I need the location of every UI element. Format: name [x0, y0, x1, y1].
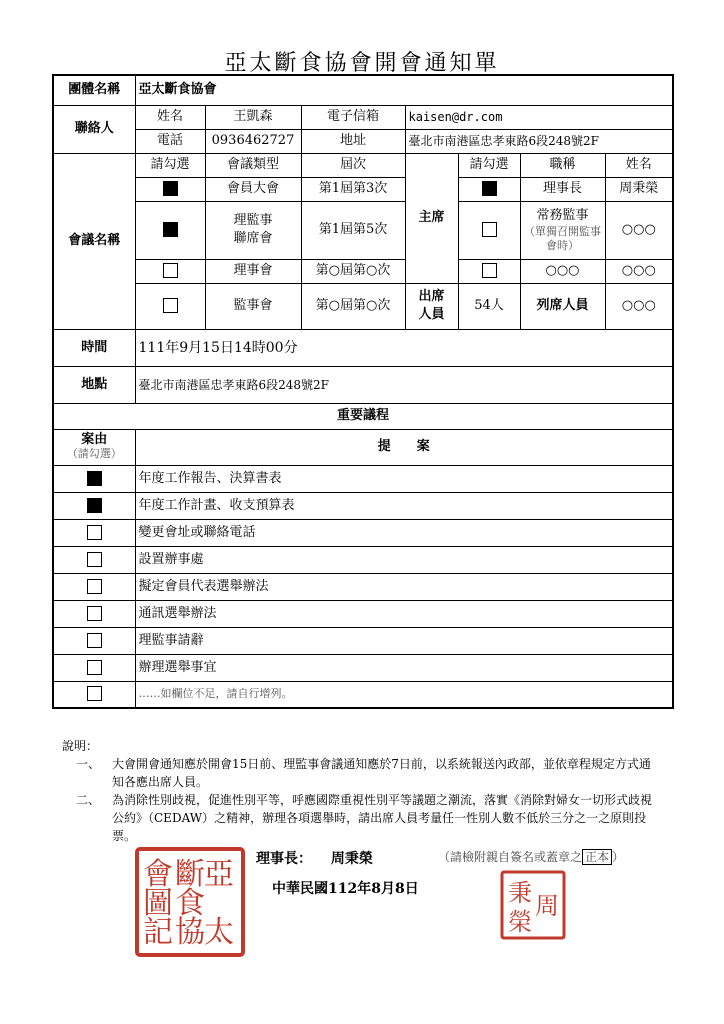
chair-name: 周秉榮	[605, 177, 673, 201]
seal-char: 榮	[508, 908, 532, 936]
agenda-item: 設置辦事處	[135, 546, 673, 573]
page-title: 亞太斷食協會開會通知單	[224, 51, 500, 76]
agenda-item: 理監事請辭	[135, 627, 673, 654]
contact-address-label: 地址	[301, 129, 405, 153]
chair-name: ○○○	[605, 201, 673, 259]
meeting-checkbox[interactable]	[163, 222, 178, 237]
proposal-header: 提 案	[135, 429, 673, 465]
agenda-checkbox[interactable]	[87, 686, 102, 701]
agenda-item: 變更會址或聯絡電話	[135, 519, 673, 546]
notice-date: 中華民國112年8月8日	[272, 881, 419, 897]
agenda-item: 年度工作計畫、收支預算表	[135, 492, 673, 519]
chair-checkbox[interactable]	[482, 222, 497, 237]
place-label: 地點	[53, 366, 135, 403]
place-value: 臺北市南港區忠孝東路6段248號2F	[135, 366, 673, 403]
meeting-session: 第○屆第○次	[301, 259, 405, 283]
meeting-type: 會員大會	[205, 177, 301, 201]
contact-phone-label: 電話	[135, 129, 205, 153]
meeting-session: 第1屆第3次	[301, 177, 405, 201]
meeting-label: 會議名稱	[53, 153, 135, 329]
time-label: 時間	[53, 329, 135, 366]
seal-char: 秉	[508, 879, 532, 907]
seal-char: 周	[535, 892, 559, 920]
agenda-checkbox[interactable]	[87, 525, 102, 540]
seal-char: 協	[175, 915, 205, 950]
agenda-item: 辦理選舉事宜	[135, 654, 673, 681]
meeting-session: 第1屆第5次	[301, 201, 405, 259]
chair-label: 主席	[405, 153, 458, 283]
association-seal	[134, 846, 246, 958]
meeting-type: 理事會	[205, 259, 301, 283]
signature-note-text: （請檢附親自簽名或蓋章之	[438, 850, 583, 864]
signature-note-box: 正本	[582, 849, 612, 865]
agenda-item: 年度工作報告、決算書表	[135, 465, 673, 492]
notes	[62, 737, 662, 845]
contact-address: 臺北市南港區忠孝東路6段248號2F	[405, 129, 673, 153]
case-label: 案由	[81, 432, 108, 447]
agenda-checkbox[interactable]	[87, 606, 102, 621]
observers-value: ○○○	[605, 283, 673, 329]
agenda-extra-note: ……如欄位不足，請自行增列。	[135, 681, 673, 708]
agenda-heading: 重要議程	[53, 403, 673, 429]
note-text: 為消除性別歧視，促進性別平等，呼應國際重視性別平等議題之潮流，落實《消除對婦女一切形式歧視公約》（CEDAW）之精神，辦理各項選舉時，請出席人員考量任一性別人數不低於三分之一之原則投票。	[112, 793, 653, 843]
agenda-checkbox[interactable]	[87, 498, 102, 513]
time-value: 111年9月15日14時00分	[135, 329, 673, 366]
meeting-type: 理監事聯席會	[205, 201, 301, 259]
seal-char: 斷	[175, 857, 205, 892]
contact-email-label: 電子信箱	[301, 105, 405, 129]
note-number: 二、	[76, 793, 101, 807]
note-item	[62, 755, 662, 791]
notes-label: 說明：	[62, 739, 99, 753]
chair-name: ○○○	[605, 259, 673, 283]
contact-name-label: 姓名	[135, 105, 205, 129]
contact-phone: 0936462727	[205, 129, 301, 153]
seal-char: 圖	[143, 886, 173, 921]
contact-label: 聯絡人	[53, 105, 135, 153]
chair-name-header: 姓名	[605, 153, 673, 177]
meeting-type-header: 會議類型	[205, 153, 301, 177]
signature-line	[256, 848, 373, 868]
chairman-seal	[500, 870, 566, 940]
chair-title: 理事長	[520, 177, 605, 201]
notice-table	[52, 74, 674, 709]
chair-title-header: 職稱	[520, 153, 605, 177]
seal-char: 記	[143, 915, 173, 950]
agenda-checkbox[interactable]	[87, 633, 102, 648]
meeting-check-header: 請勾選	[135, 153, 205, 177]
attendees-count: 54人	[458, 283, 520, 329]
contact-email: kaisen@dr.com	[405, 105, 673, 129]
seal-char: 會	[143, 857, 173, 892]
meeting-session-header: 屆次	[301, 153, 405, 177]
case-sub: （請勾選）	[66, 447, 122, 460]
chair-title: 常務監事	[536, 208, 589, 223]
signature-note-end: ）	[612, 850, 625, 864]
org-label: 團體名稱	[53, 75, 135, 105]
seal-char: 太	[204, 915, 234, 950]
agenda-item: 通訊選舉辦法	[135, 600, 673, 627]
meeting-type: 監事會	[205, 283, 301, 329]
chair-checkbox[interactable]	[482, 263, 497, 278]
signature-name: 周秉榮	[330, 851, 373, 867]
contact-name: 王凱森	[205, 105, 301, 129]
chair-check-header: 請勾選	[458, 153, 520, 177]
agenda-item: 擬定會員代表選舉辦法	[135, 573, 673, 600]
agenda-checkbox[interactable]	[87, 579, 102, 594]
agenda-checkbox[interactable]	[87, 660, 102, 675]
observers-label: 列席人員	[520, 283, 605, 329]
attendees-label: 出席人員	[405, 283, 458, 329]
seal-char: 亞	[204, 857, 234, 892]
meeting-checkbox[interactable]	[163, 263, 178, 278]
note-text: 大會開會通知應於開會15日前、理監事會議通知應於7日前，以系統報送內政部，並依章程規定方式通知各應出席人員。	[112, 757, 651, 789]
signature-role: 理事長：	[256, 851, 312, 867]
seal-char: 食	[175, 886, 205, 921]
meeting-session: 第○屆第○次	[301, 283, 405, 329]
note-item	[62, 791, 662, 845]
chair-title-note: （單獨召開監事會時）	[524, 225, 601, 252]
chair-checkbox[interactable]	[482, 181, 497, 196]
agenda-checkbox[interactable]	[87, 552, 102, 567]
meeting-checkbox[interactable]	[163, 298, 178, 313]
chair-title: ○○○	[520, 259, 605, 283]
note-number: 一、	[76, 757, 101, 771]
meeting-checkbox[interactable]	[163, 181, 178, 196]
signature-note	[438, 848, 624, 865]
org-name: 亞太斷食協會	[135, 75, 673, 105]
agenda-checkbox[interactable]	[87, 471, 102, 486]
